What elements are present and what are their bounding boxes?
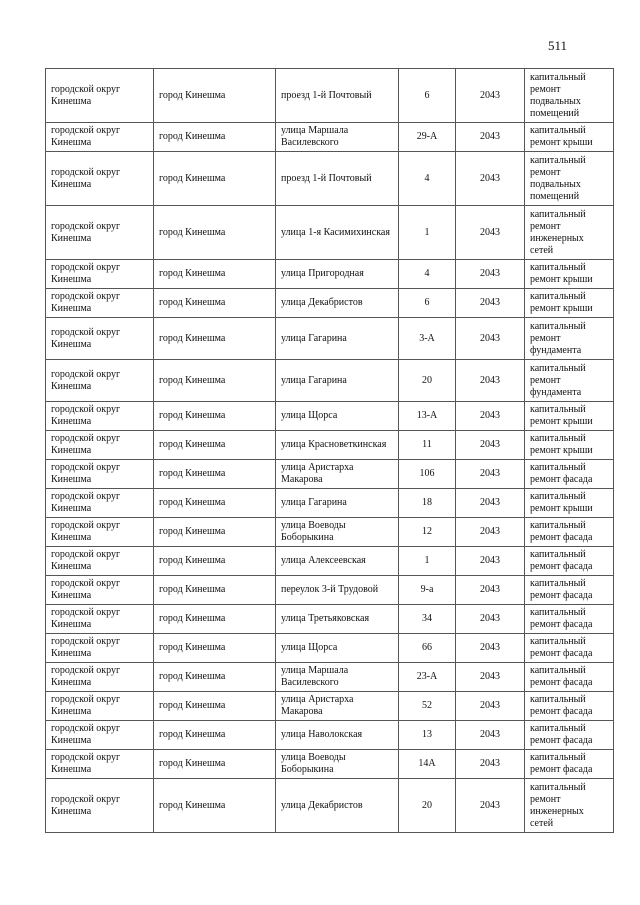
district-cell: городской округ Кинешма [46, 721, 154, 750]
house-number-cell: 1 [399, 547, 456, 576]
year-cell: 2043 [456, 750, 525, 779]
city-cell: город Кинешма [154, 605, 276, 634]
street-cell: улица Декабристов [276, 779, 399, 833]
district-cell: городской округ Кинешма [46, 489, 154, 518]
work-type-cell: капитальный ремонт фасада [525, 547, 614, 576]
table-row [46, 779, 614, 833]
year-cell: 2043 [456, 431, 525, 460]
district-cell: городской округ Кинешма [46, 123, 154, 152]
work-type-cell: капитальный ремонт подвальных помещений [525, 152, 614, 206]
district-cell: городской округ Кинешма [46, 518, 154, 547]
work-type-cell: капитальный ремонт крыши [525, 260, 614, 289]
district-cell: городской округ Кинешма [46, 260, 154, 289]
year-cell: 2043 [456, 605, 525, 634]
table-row [46, 318, 614, 360]
street-cell: улица Щорса [276, 634, 399, 663]
house-number-cell: 23-А [399, 663, 456, 692]
house-number-cell: 14А [399, 750, 456, 779]
year-cell: 2043 [456, 663, 525, 692]
city-cell: город Кинешма [154, 260, 276, 289]
city-cell: город Кинешма [154, 518, 276, 547]
house-number-cell: 13-А [399, 402, 456, 431]
work-type-cell: капитальный ремонт крыши [525, 489, 614, 518]
work-type-cell: капитальный ремонт фасада [525, 576, 614, 605]
table-row [46, 489, 614, 518]
page-number: 511 [548, 38, 568, 53]
table-row [46, 663, 614, 692]
work-type-cell: капитальный ремонт фасада [525, 750, 614, 779]
house-number-cell: 106 [399, 460, 456, 489]
city-cell: город Кинешма [154, 289, 276, 318]
street-cell: улица Щорса [276, 402, 399, 431]
city-cell: город Кинешма [154, 402, 276, 431]
street-cell: улица Наволокская [276, 721, 399, 750]
work-type-cell: капитальный ремонт крыши [525, 402, 614, 431]
year-cell: 2043 [456, 634, 525, 663]
year-cell: 2043 [456, 289, 525, 318]
year-cell: 2043 [456, 518, 525, 547]
district-cell: городской округ Кинешма [46, 576, 154, 605]
street-cell: улица Гагарина [276, 360, 399, 402]
street-cell: улица Алексеевская [276, 547, 399, 576]
district-cell: городской округ Кинешма [46, 663, 154, 692]
table-row [46, 402, 614, 431]
city-cell: город Кинешма [154, 547, 276, 576]
district-cell: городской округ Кинешма [46, 692, 154, 721]
city-cell: город Кинешма [154, 460, 276, 489]
work-type-cell: капитальный ремонт фундамента [525, 318, 614, 360]
district-cell: городской округ Кинешма [46, 69, 154, 123]
house-number-cell: 3-А [399, 318, 456, 360]
district-cell: городской округ Кинешма [46, 605, 154, 634]
city-cell: город Кинешма [154, 489, 276, 518]
year-cell: 2043 [456, 318, 525, 360]
house-number-cell: 4 [399, 152, 456, 206]
table-row [46, 123, 614, 152]
year-cell: 2043 [456, 360, 525, 402]
district-cell: городской округ Кинешма [46, 634, 154, 663]
table-row [46, 152, 614, 206]
year-cell: 2043 [456, 692, 525, 721]
work-type-cell: капитальный ремонт фасада [525, 663, 614, 692]
district-cell: городской округ Кинешма [46, 750, 154, 779]
work-type-cell: капитальный ремонт фасада [525, 605, 614, 634]
street-cell: улица Маршала Василевского [276, 123, 399, 152]
house-number-cell: 29-А [399, 123, 456, 152]
house-number-cell: 13 [399, 721, 456, 750]
district-cell: городской округ Кинешма [46, 318, 154, 360]
work-type-cell: капитальный ремонт фасада [525, 721, 614, 750]
year-cell: 2043 [456, 721, 525, 750]
street-cell: улица Маршала Василевского [276, 663, 399, 692]
year-cell: 2043 [456, 69, 525, 123]
city-cell: город Кинешма [154, 318, 276, 360]
year-cell: 2043 [456, 547, 525, 576]
work-type-cell: капитальный ремонт крыши [525, 289, 614, 318]
city-cell: город Кинешма [154, 360, 276, 402]
street-cell: улица Пригородная [276, 260, 399, 289]
city-cell: город Кинешма [154, 576, 276, 605]
street-cell: улица Аристарха Макарова [276, 692, 399, 721]
table-row [46, 721, 614, 750]
district-cell: городской округ Кинешма [46, 360, 154, 402]
year-cell: 2043 [456, 123, 525, 152]
house-number-cell: 9-а [399, 576, 456, 605]
city-cell: город Кинешма [154, 634, 276, 663]
district-cell: городской округ Кинешма [46, 779, 154, 833]
house-number-cell: 20 [399, 360, 456, 402]
house-number-cell: 12 [399, 518, 456, 547]
district-cell: городской округ Кинешма [46, 402, 154, 431]
street-cell: переулок 3-й Трудовой [276, 576, 399, 605]
street-cell: улица Воеводы Боборыкина [276, 518, 399, 547]
table-row [46, 289, 614, 318]
table-row [46, 69, 614, 123]
year-cell: 2043 [456, 576, 525, 605]
table-row [46, 750, 614, 779]
street-cell: проезд 1-й Почтовый [276, 152, 399, 206]
city-cell: город Кинешма [154, 152, 276, 206]
year-cell: 2043 [456, 206, 525, 260]
work-type-cell: капитальный ремонт фасада [525, 518, 614, 547]
city-cell: город Кинешма [154, 663, 276, 692]
street-cell: улица Красноветкинская [276, 431, 399, 460]
work-type-cell: капитальный ремонт подвальных помещений [525, 69, 614, 123]
work-type-cell: капитальный ремонт инженерных сетей [525, 206, 614, 260]
city-cell: город Кинешма [154, 206, 276, 260]
table-row [46, 360, 614, 402]
work-type-cell: капитальный ремонт фасада [525, 692, 614, 721]
street-cell: проезд 1-й Почтовый [276, 69, 399, 123]
street-cell: улица Гагарина [276, 318, 399, 360]
table-row [46, 576, 614, 605]
house-number-cell: 6 [399, 69, 456, 123]
work-type-cell: капитальный ремонт фасада [525, 634, 614, 663]
table-row [46, 692, 614, 721]
work-type-cell: капитальный ремонт фасада [525, 460, 614, 489]
table-row [46, 547, 614, 576]
district-cell: городской округ Кинешма [46, 289, 154, 318]
city-cell: город Кинешма [154, 692, 276, 721]
work-type-cell: капитальный ремонт фундамента [525, 360, 614, 402]
district-cell: городской округ Кинешма [46, 460, 154, 489]
year-cell: 2043 [456, 402, 525, 431]
city-cell: город Кинешма [154, 721, 276, 750]
table-body [46, 69, 614, 833]
district-cell: городской округ Кинешма [46, 431, 154, 460]
district-cell: городской округ Кинешма [46, 206, 154, 260]
house-number-cell: 18 [399, 489, 456, 518]
city-cell: город Кинешма [154, 750, 276, 779]
table-row [46, 460, 614, 489]
house-number-cell: 66 [399, 634, 456, 663]
table-row [46, 206, 614, 260]
city-cell: город Кинешма [154, 779, 276, 833]
table-row [46, 634, 614, 663]
repair-schedule-table [45, 68, 614, 833]
house-number-cell: 11 [399, 431, 456, 460]
city-cell: город Кинешма [154, 431, 276, 460]
year-cell: 2043 [456, 260, 525, 289]
street-cell: улица 1-я Касимихинская [276, 206, 399, 260]
table-row [46, 605, 614, 634]
work-type-cell: капитальный ремонт крыши [525, 431, 614, 460]
city-cell: город Кинешма [154, 69, 276, 123]
house-number-cell: 4 [399, 260, 456, 289]
district-cell: городской округ Кинешма [46, 152, 154, 206]
street-cell: улица Гагарина [276, 489, 399, 518]
house-number-cell: 34 [399, 605, 456, 634]
district-cell: городской округ Кинешма [46, 547, 154, 576]
house-number-cell: 52 [399, 692, 456, 721]
year-cell: 2043 [456, 489, 525, 518]
street-cell: улица Воеводы Боборыкина [276, 750, 399, 779]
table-row [46, 431, 614, 460]
house-number-cell: 1 [399, 206, 456, 260]
city-cell: город Кинешма [154, 123, 276, 152]
year-cell: 2043 [456, 152, 525, 206]
street-cell: улица Декабристов [276, 289, 399, 318]
street-cell: улица Третьяковская [276, 605, 399, 634]
work-type-cell: капитальный ремонт инженерных сетей [525, 779, 614, 833]
year-cell: 2043 [456, 779, 525, 833]
street-cell: улица Аристарха Макарова [276, 460, 399, 489]
table-row [46, 260, 614, 289]
table-row [46, 518, 614, 547]
work-type-cell: капитальный ремонт крыши [525, 123, 614, 152]
house-number-cell: 6 [399, 289, 456, 318]
house-number-cell: 20 [399, 779, 456, 833]
year-cell: 2043 [456, 460, 525, 489]
